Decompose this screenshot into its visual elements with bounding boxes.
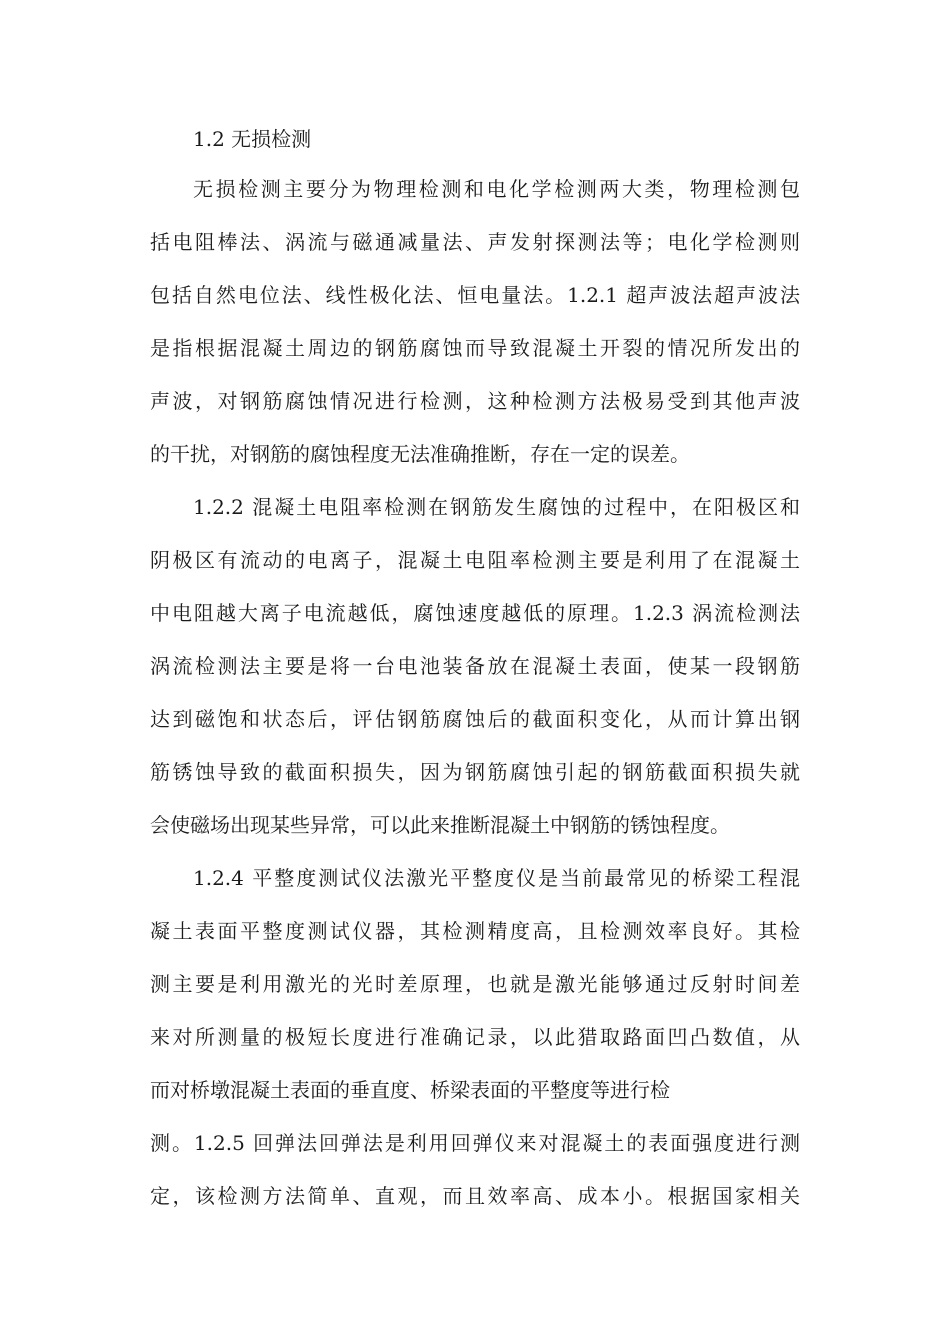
paragraph-1-line-5: 声波，对钢筋腐蚀情况进行检测，这种检测方法极易受到其他声波 [150,389,800,413]
paragraph-3-line-2: 凝土表面平整度测试仪器，其检测精度高，且检测效率良好。其检 [150,919,800,943]
paragraph-3-line-1: 1.2.4 平整度测试仪法激光平整度仪是当前最常见的桥梁工程混 [193,866,800,890]
paragraph-1-line-3: 包括自然电位法、线性极化法、恒电量法。1.2.1 超声波法超声波法 [150,283,800,307]
paragraph-2-line-5: 达到磁饱和状态后，评估钢筋腐蚀后的截面积变化，从而计算出钢 [150,707,800,731]
paragraph-3-line-5: 而对桥墩混凝土表面的垂直度、桥梁表面的平整度等进行检 [150,1078,670,1102]
paragraph-3-line-3: 测主要是利用激光的光时差原理，也就是激光能够通过反射时间差 [150,972,800,996]
paragraph-2-line-4: 涡流检测法主要是将一台电池装备放在混凝土表面，使某一段钢筋 [150,654,800,678]
paragraph-3-line-7: 定，该检测方法简单、直观，而且效率高、成本小。根据国家相关 [150,1184,800,1208]
paragraph-2-line-3: 中电阻越大离子电流越低，腐蚀速度越低的原理。1.2.3 涡流检测法 [150,601,800,625]
paragraph-2-line-2: 阴极区有流动的电离子，混凝土电阻率检测主要是利用了在混凝土 [150,548,800,572]
paragraph-2-line-7: 会使磁场出现某些异常，可以此来推断混凝土中钢筋的锈蚀程度。 [150,813,730,837]
paragraph-3-line-4: 来对所测量的极短长度进行准确记录，以此猎取路面凹凸数值，从 [150,1025,800,1049]
paragraph-2-line-6: 筋锈蚀导致的截面积损失，因为钢筋腐蚀引起的钢筋截面积损失就 [150,760,800,784]
paragraph-1-line-2: 括电阻棒法、涡流与磁通减量法、声发射探测法等；电化学检测则 [150,230,800,254]
section-heading: 1.2 无损检测 [193,127,312,151]
paragraph-2-line-1: 1.2.2 混凝土电阻率检测在钢筋发生腐蚀的过程中，在阳极区和 [193,495,800,519]
paragraph-1-line-1: 无损检测主要分为物理检测和电化学检测两大类，物理检测包 [193,177,800,201]
paragraph-1-line-6: 的干扰，对钢筋的腐蚀程度无法准确推断，存在一定的误差。 [150,442,690,466]
paragraph-3-line-6: 测。1.2.5 回弹法回弹法是利用回弹仪来对混凝土的表面强度进行测 [150,1131,800,1155]
paragraph-1-line-4: 是指根据混凝土周边的钢筋腐蚀而导致混凝土开裂的情况所发出的 [150,336,800,360]
